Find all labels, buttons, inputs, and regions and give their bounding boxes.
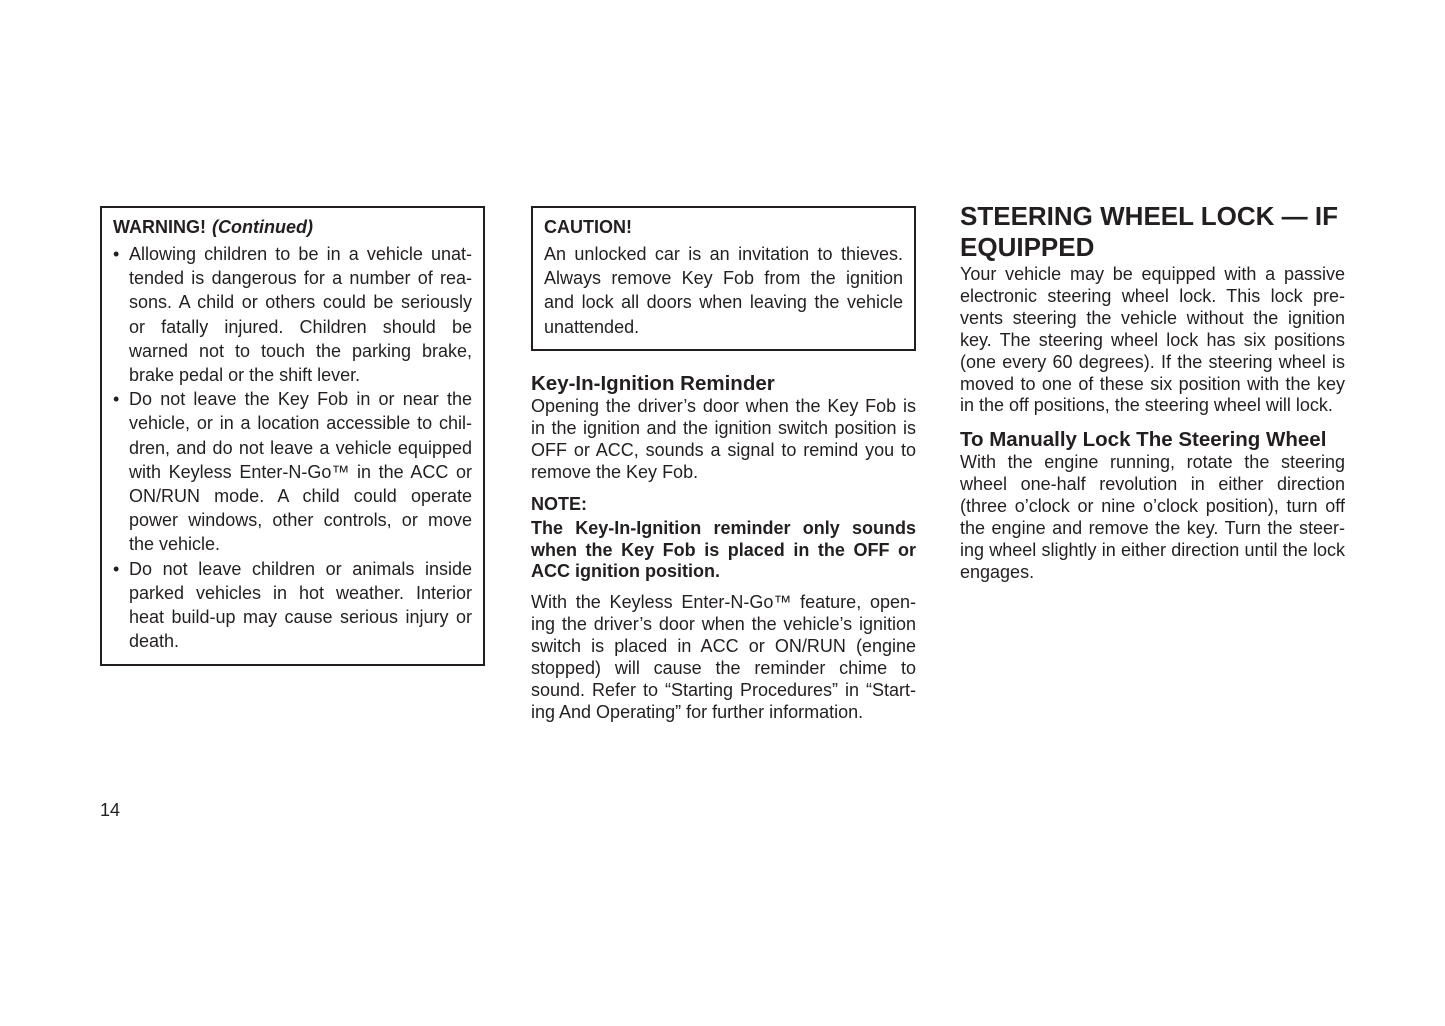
caution-title: CAUTION! <box>544 217 632 237</box>
warning-item-text: Do not leave children or animals inside parked vehicles in hot weather. Interior heat build-up may cause serious injury or death. <box>129 558 472 652</box>
steering-lock-text: Your vehicle may be equipped with a passive electronic steering wheel lock. This lock pre-vents steering the vehicle without the ignition key. The steering wheel lock has six positions (one every 60 degrees). If the steering wheel is moved to one of these six position with the key in the off positions, the steering wheel will lock. <box>960 264 1345 416</box>
caution-text: An unlocked car is an invitation to thieves. Always remove Key Fob from the ignition and lock all doors when leaving the vehicle unattended. <box>544 244 903 337</box>
warning-item-text: Allowing children to be in a vehicle unat-tended is dangerous for a number of rea-sons. A child or others could be seriously or fatally injured. Children should be warned not to touch the parking brake, brake pedal or the shift lever. <box>129 244 472 386</box>
warning-item-text: Do not leave the Key Fob in or near the vehicle, or in a location accessible to chil-dren, and do not leave a vehicle equipped with Keyless Enter-N-Go™ in the ACC or ON/RUN mode. A child could operate power windows, other controls, or move the vehicle. <box>129 389 472 555</box>
warning-item <box>113 387 472 556</box>
steering-lock-section <box>960 201 1345 584</box>
manual-lock-text: With the engine running, rotate the steering wheel one-half revolution in either direction (three o’clock or nine o’clock position), turn off the engine and remove the key. Turn the steer-ing wheel slightly in either direction until the lock engages. <box>960 452 1345 582</box>
caution-box <box>531 206 916 351</box>
page-number: 14 <box>100 800 121 820</box>
bullet-icon: • <box>113 244 120 264</box>
bullet-icon: • <box>113 558 120 579</box>
warning-title-text: WARNING! <box>113 217 206 237</box>
manual-lock-heading: To Manually Lock The Steering Wheel <box>960 428 1327 452</box>
warning-item <box>113 557 472 654</box>
key-reminder-text-2: With the Keyless Enter-N-Go™ feature, open-ing the driver’s door when the vehicle’s ignition switch is placed in ACC or ON/RUN (engine stopped) will cause the reminder chime to sound. Refer to “Starting Procedures” in “Start-ing And Operating” for further information. <box>531 592 916 722</box>
steering-lock-heading: STEERING WHEEL LOCK — IF EQUIPPED <box>960 201 1338 262</box>
bullet-icon: • <box>113 389 120 410</box>
warning-list <box>113 242 472 653</box>
note-label: NOTE: <box>531 493 587 514</box>
warning-item <box>113 242 472 387</box>
warning-box <box>100 206 485 666</box>
key-reminder-heading: Key-In-Ignition Reminder <box>531 372 775 395</box>
warning-title-suffix: (Continued) <box>212 217 313 237</box>
key-reminder-text: Opening the driver’s door when the Key Fob is in the ignition and the ignition switch position is OFF or ACC, sounds a signal to remind you to remove the Key Fob. <box>531 396 916 482</box>
key-reminder-section <box>531 372 916 724</box>
note-text: The Key-In-Ignition reminder only sounds when the Key Fob is placed in the OFF or ACC ignition position. <box>531 517 916 582</box>
warning-title <box>113 217 472 237</box>
